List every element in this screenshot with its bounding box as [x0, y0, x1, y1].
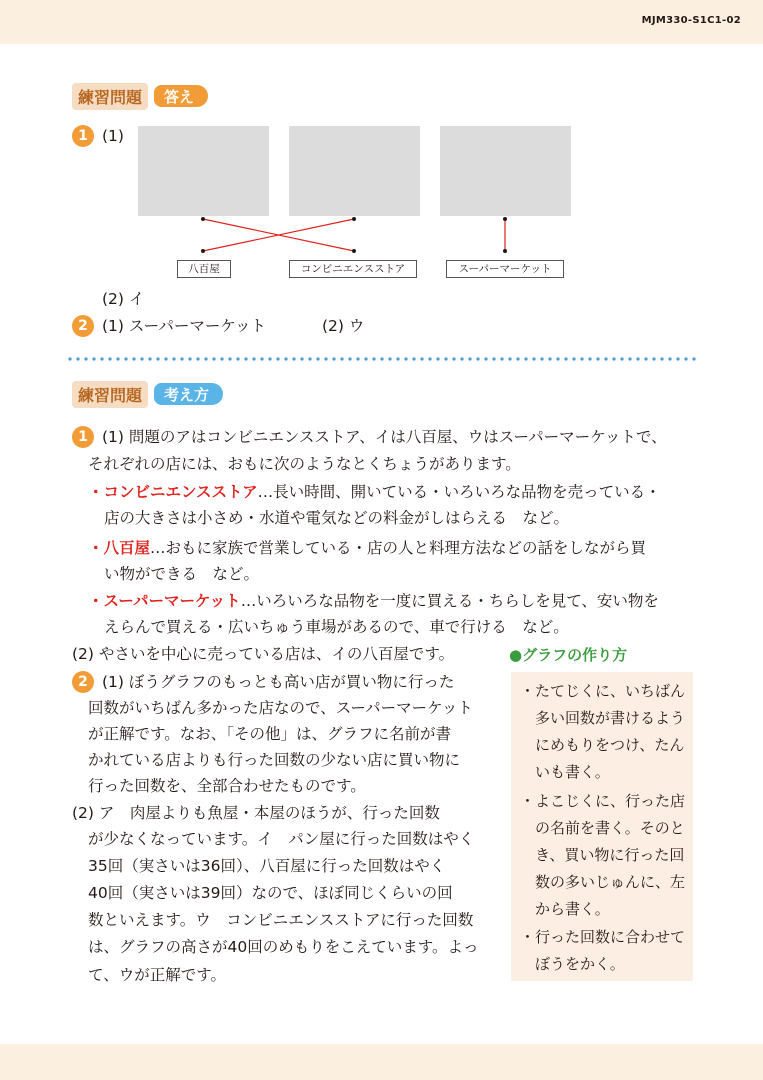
yaoya-name: ・八百屋 — [88, 539, 151, 557]
explain-label: 練習問題 — [72, 381, 148, 408]
answer-1-2: (2) イ — [102, 290, 145, 308]
super-name: ・スーパーマーケット — [88, 592, 241, 610]
matching-lines — [0, 0, 763, 300]
howto-line-1: ・たてじくに、いちばん — [520, 682, 686, 700]
howto-line-10: ・行った回数に合わせて — [520, 928, 686, 946]
answers-label: 練習問題 — [72, 83, 148, 110]
howto-line-9: から書く。 — [520, 900, 610, 918]
explain-line-2: それぞれの店には、おもに次のようなとくちょうがあります。 — [88, 455, 521, 473]
explain-2-line-4: かれている店よりも行った回数の少ない店に買い物に — [88, 751, 461, 769]
convenience-text-a: …長い時間、開いている・いろいろな品物を売っている・ — [257, 483, 661, 501]
explain-2-line-7: が少なくなっています。イ パン屋に行った回数はやく — [88, 830, 475, 848]
explain-line-1: (1) 問題のアはコンビニエンスストア、イは八百屋、ウはスーパーマーケットで、 — [102, 428, 667, 446]
answer-2-1: (1) スーパーマーケット — [102, 317, 267, 335]
howto-line-8: 数の多いじゅんに、左 — [520, 873, 686, 891]
answer-number-2: 2 — [72, 315, 94, 337]
convenience-line-b: 店の大きさは小さめ・水道や電気などの料金がしはらえる など。 — [104, 509, 570, 527]
howto-line-2: 多い回数が書けるよう — [520, 709, 686, 727]
explain-1-2: (2) やさいを中心に売っている店は、イの八百屋です。 — [72, 645, 455, 663]
explain-heading — [72, 382, 223, 406]
yaoya-line-b: い物ができる など。 — [104, 565, 260, 583]
super-line-a — [88, 590, 659, 612]
howto-line-3: にめもりをつけ、たん — [520, 736, 685, 754]
howto-line-5: ・よこじくに、行った店 — [520, 792, 686, 810]
convenience-name: ・コンビニエンスストア — [88, 483, 258, 501]
explain-2-line-2: 回数がいちばん多かった店なので、スーパーマーケット — [88, 699, 473, 717]
yaoya-line-a — [88, 537, 646, 559]
super-line-b: えらんで買える・広いちゅう車場があるので、車で行ける など。 — [104, 618, 569, 636]
explain-number-1: 1 — [72, 426, 94, 448]
explain-2-line-8: 35回（実さいは36回）、八百屋に行った回数はやく — [88, 857, 446, 875]
explain-number-2: 2 — [72, 671, 94, 693]
store-box-yaoya: 八百屋 — [177, 260, 231, 278]
howto-line-7: き、買い物に行った回 — [520, 846, 685, 864]
convenience-line-a — [88, 481, 661, 503]
howto-line-6: の名前を書く。そのと — [520, 819, 685, 837]
explain-2-line-10: 数といえます。ウ コンビニエンスストアに行った回数 — [88, 911, 474, 929]
yaoya-text-a: …おもに家族で営業している・店の人と料理方法などの話をしながら買 — [150, 539, 647, 557]
explain-2-line-12: て、ウが正解です。 — [88, 966, 226, 984]
footer-band — [0, 1044, 763, 1080]
howto-line-4: いも書く。 — [520, 763, 610, 781]
explain-tag: 考え方 — [154, 383, 223, 405]
howto-line-11: ぼうをかく。 — [520, 955, 625, 973]
section-divider — [66, 357, 696, 361]
store-box-supermarket: スーパーマーケット — [446, 260, 564, 278]
explain-2-line-9: 40回（実さいは39回）なので、ほぼ同じくらいの回 — [88, 884, 453, 902]
graph-howto-title: ●グラフの作り方 — [509, 646, 628, 664]
explain-2-line-3: が正解です。なお、「その他」は、グラフに名前が書 — [88, 725, 452, 743]
explain-2-line-11: は、グラフの高さが40回のめもりをこえています。よっ — [88, 938, 479, 956]
explain-2-line-1: (1) ぼうグラフのもっとも高い店が買い物に行った — [102, 673, 455, 691]
explain-2-line-5: 行った回数を、全部合わせたものです。 — [88, 777, 366, 795]
store-box-convenience: コンビニエンスストア — [289, 260, 417, 278]
answer-number-1: 1 — [72, 125, 94, 147]
explain-2-line-6: (2) ア 肉屋よりも魚屋・本屋のほうが、行った回数 — [72, 804, 440, 822]
super-text-a: …いろいろな品物を一度に買える・ちらしを見て、安い物を — [240, 592, 659, 610]
answer-2-2: (2) ウ — [322, 317, 365, 335]
answers-tag: 答え — [154, 85, 208, 107]
answer-1-1-label: (1) — [102, 127, 124, 145]
page-code: MJM330-S1C1-02 — [641, 15, 741, 26]
